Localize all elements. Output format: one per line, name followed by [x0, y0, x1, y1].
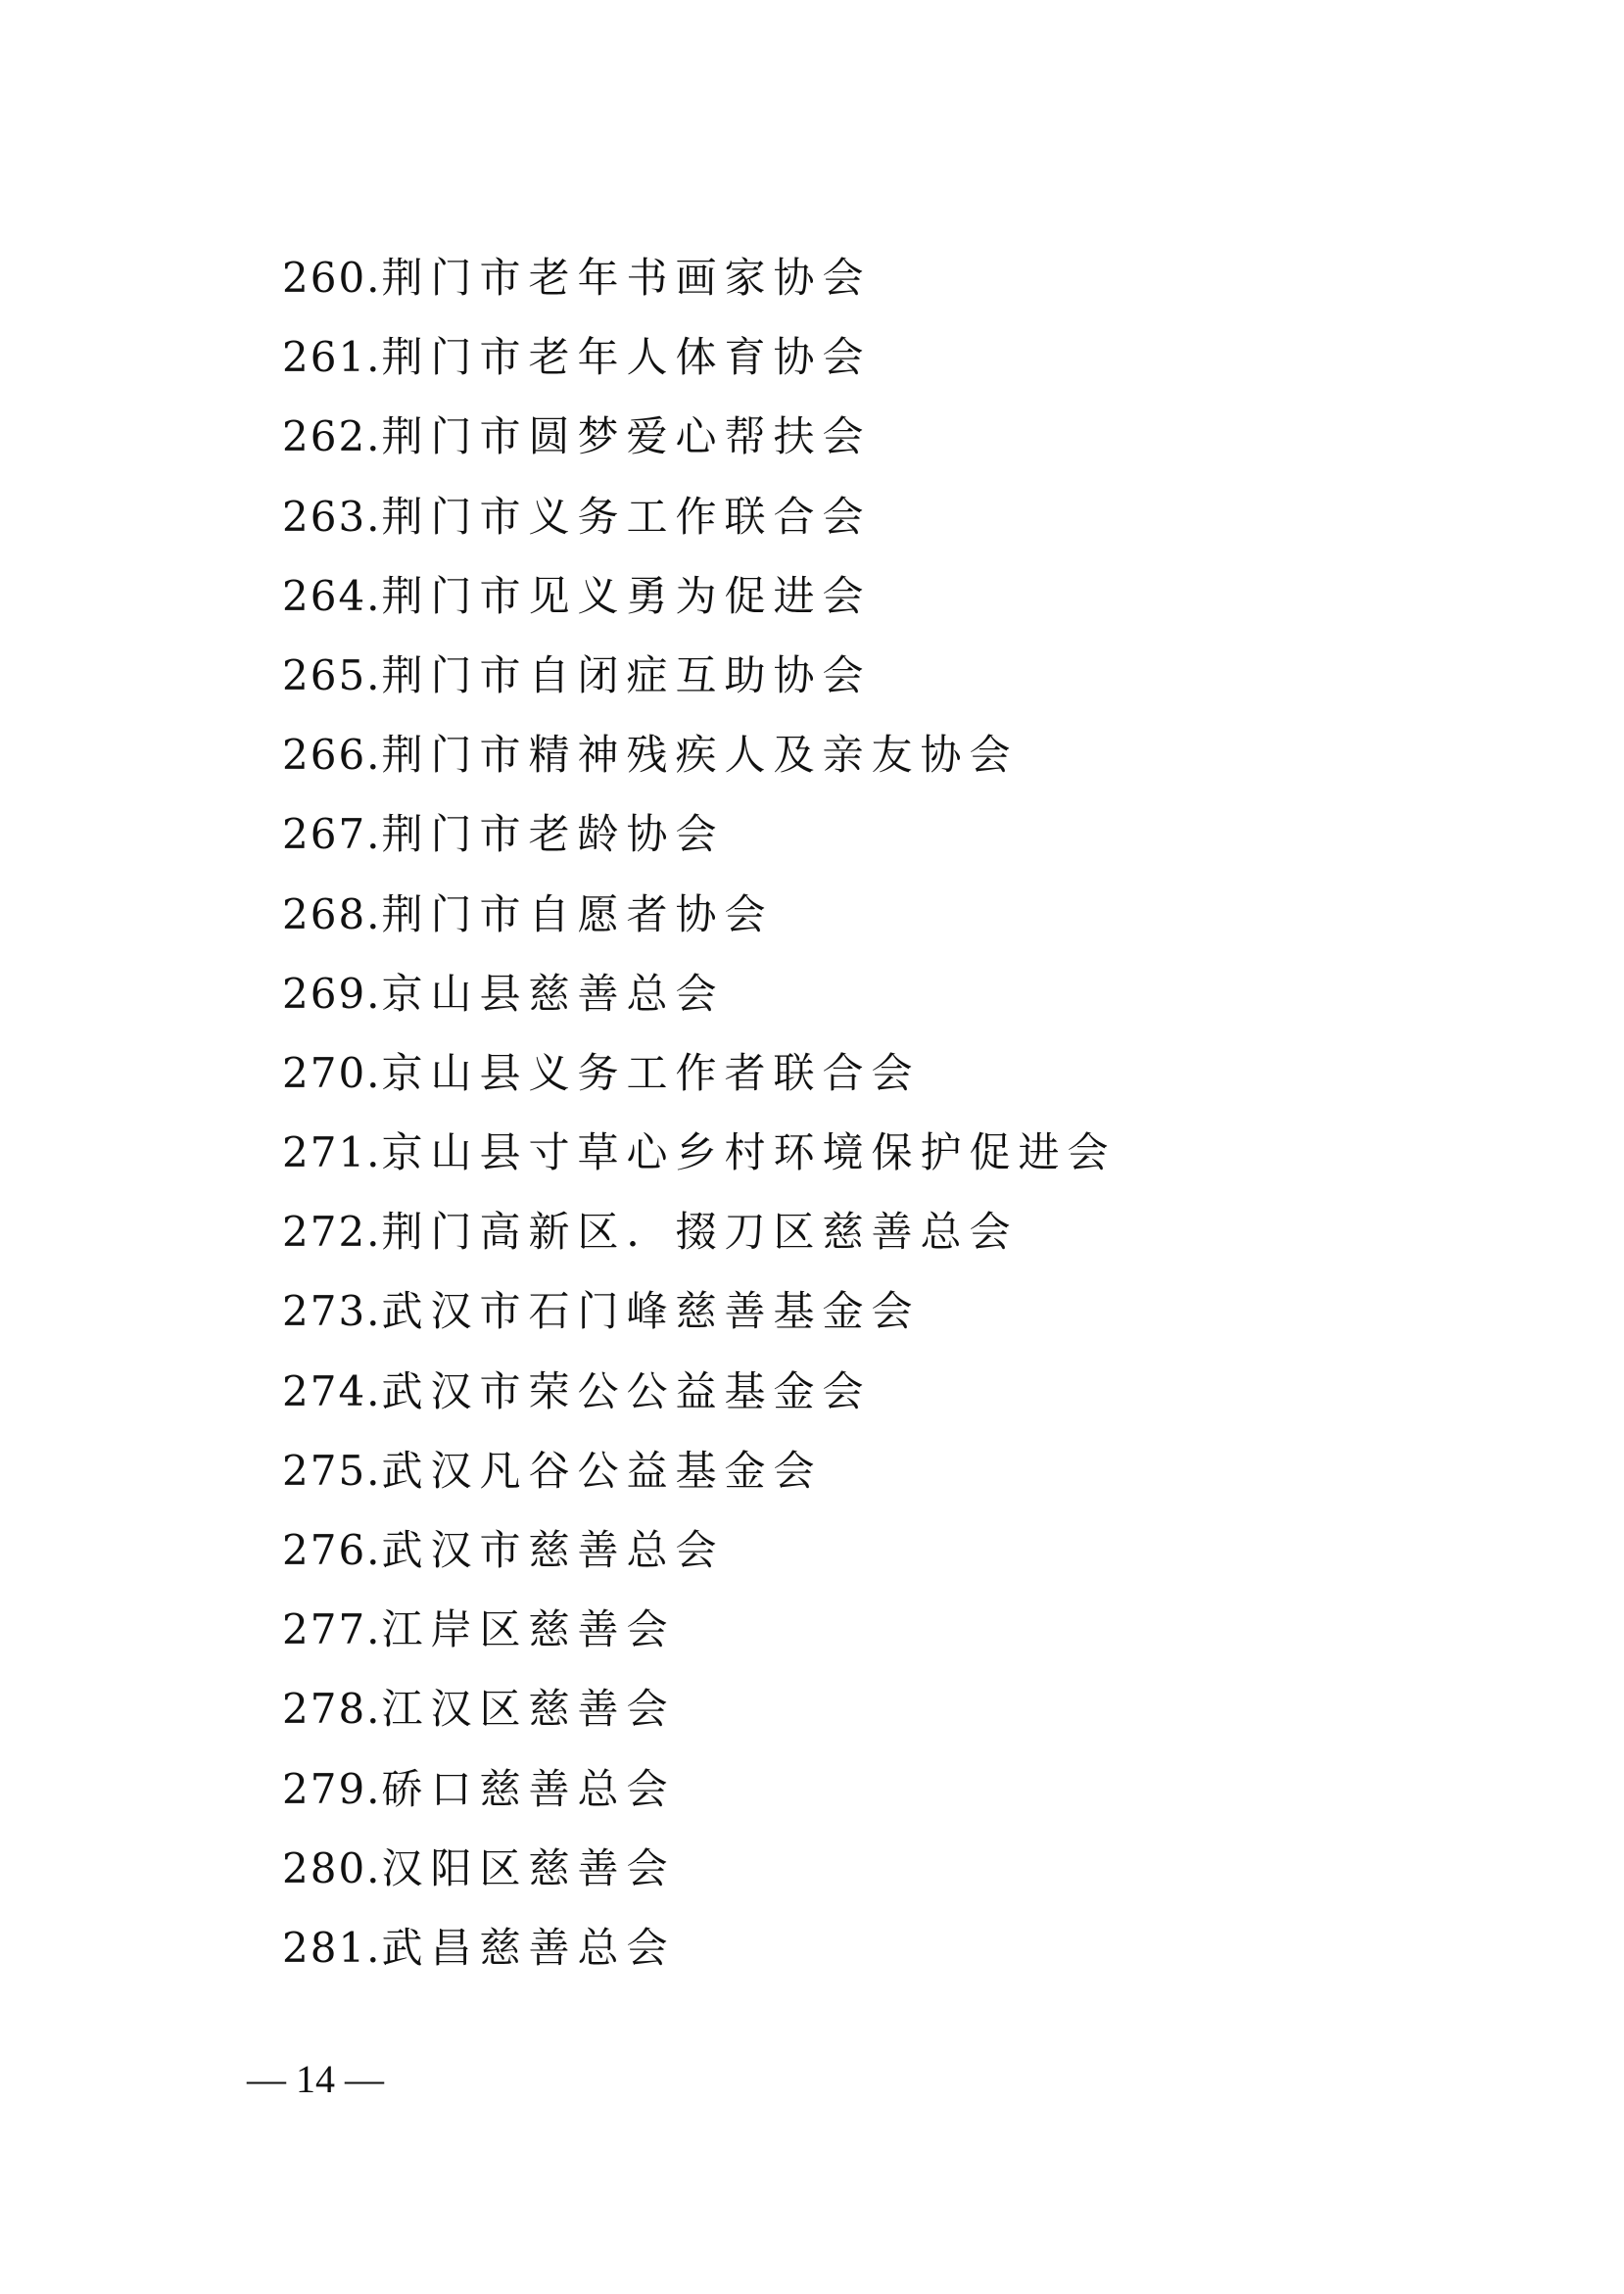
list-item	[282, 328, 1117, 407]
item-name: 荆门市圆梦爱心帮扶会	[381, 412, 872, 461]
list-item	[282, 885, 1117, 965]
item-number: 263.	[282, 492, 382, 541]
item-name: 京山县义务工作者联合会	[381, 1048, 921, 1097]
item-name: 荆门市老年书画家协会	[381, 254, 872, 302]
item-name: 荆门市见义勇为促进会	[381, 571, 872, 620]
item-number: 262.	[282, 412, 382, 461]
item-number: 275.	[282, 1446, 382, 1495]
list-item	[282, 1203, 1117, 1282]
item-name: 京山县慈善总会	[381, 969, 725, 1018]
list-item	[282, 1680, 1117, 1759]
list-item	[282, 488, 1117, 567]
list-item	[282, 1521, 1117, 1601]
list-item	[282, 1123, 1117, 1203]
page-number: — 14 —	[247, 2057, 384, 2101]
list-item	[282, 726, 1117, 805]
list-item	[282, 965, 1117, 1044]
list-item	[282, 646, 1117, 726]
item-name: 武昌慈善总会	[381, 1923, 676, 1972]
list-item	[282, 1282, 1117, 1362]
list-item	[282, 407, 1117, 487]
item-name: 京山县寸草心乡村环境保护促进会	[381, 1128, 1117, 1177]
item-number: 279.	[282, 1764, 382, 1813]
list-item	[282, 249, 1117, 328]
item-number: 271.	[282, 1128, 382, 1177]
item-number: 270.	[282, 1048, 382, 1097]
list-item	[282, 1840, 1117, 1919]
item-number: 273.	[282, 1287, 382, 1336]
item-name: 荆门市老龄协会	[381, 810, 725, 859]
item-number: 277.	[282, 1605, 382, 1654]
item-number: 261.	[282, 333, 382, 382]
item-number: 266.	[282, 731, 382, 780]
organization-list	[282, 249, 1117, 1998]
item-name: 荆门高新区．掇刀区慈善总会	[381, 1208, 1019, 1257]
item-name: 武汉市慈善总会	[381, 1526, 725, 1574]
item-number: 260.	[282, 254, 382, 302]
item-number: 268.	[282, 889, 382, 938]
list-item	[282, 1044, 1117, 1123]
item-number: 274.	[282, 1366, 382, 1415]
item-name: 荆门市自愿者协会	[381, 889, 774, 938]
item-number: 267.	[282, 810, 382, 859]
list-item	[282, 805, 1117, 884]
list-item	[282, 1362, 1117, 1442]
item-number: 278.	[282, 1685, 382, 1734]
item-name: 武汉市荣公公益基金会	[381, 1366, 872, 1415]
list-item	[282, 567, 1117, 646]
item-number: 276.	[282, 1526, 382, 1574]
item-name: 荆门市精神残疾人及亲友协会	[381, 731, 1019, 780]
item-name: 硚口慈善总会	[381, 1764, 676, 1813]
item-number: 272.	[282, 1208, 382, 1257]
item-number: 269.	[282, 969, 382, 1018]
list-item	[282, 1601, 1117, 1680]
item-name: 荆门市老年人体育协会	[381, 333, 872, 382]
item-name: 江岸区慈善会	[381, 1605, 676, 1654]
item-number: 281.	[282, 1923, 382, 1972]
list-item	[282, 1760, 1117, 1840]
item-number: 280.	[282, 1843, 382, 1892]
list-item	[282, 1442, 1117, 1521]
item-name: 荆门市自闭症互助协会	[381, 650, 872, 699]
list-item	[282, 1919, 1117, 1998]
item-name: 荆门市义务工作联合会	[381, 492, 872, 541]
item-name: 江汉区慈善会	[381, 1685, 676, 1734]
item-number: 265.	[282, 650, 382, 699]
item-name: 武汉市石门峰慈善基金会	[381, 1287, 921, 1336]
item-name: 武汉凡谷公益基金会	[381, 1446, 823, 1495]
item-number: 264.	[282, 571, 382, 620]
item-name: 汉阳区慈善会	[381, 1843, 676, 1892]
